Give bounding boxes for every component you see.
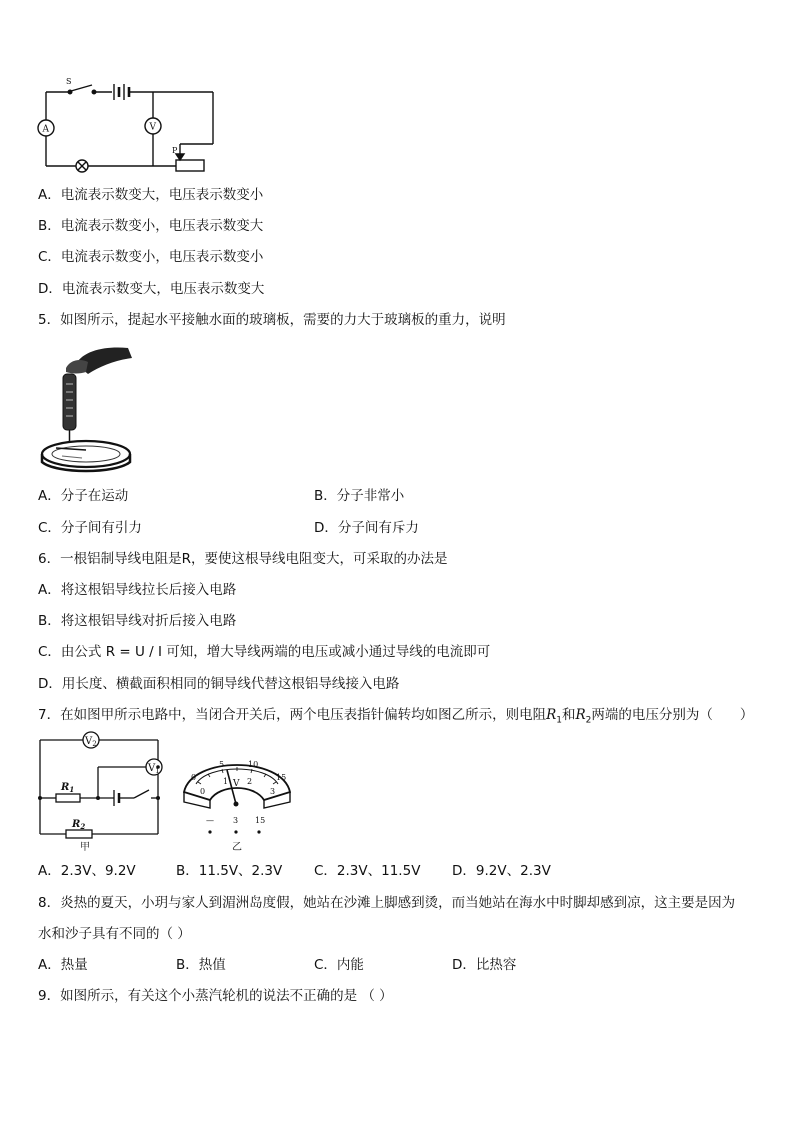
q7-r1-sub: 1 — [556, 715, 562, 726]
r1-label: R — [61, 782, 70, 793]
dial-top-tick-3: 15 — [276, 773, 287, 782]
q4-option-b: B．电流表示数变小，电压表示数变大 — [38, 218, 264, 234]
terminal-15: 15 — [255, 816, 266, 825]
dial-bottom-tick-0: 0 — [200, 787, 206, 796]
dial-bottom-tick-3: 3 — [270, 787, 276, 796]
switch-label: S — [66, 77, 72, 86]
voltmeter-dial-yi — [178, 750, 296, 854]
q5-stem: 5．如图所示，提起水平接触水面的玻璃板，需要的力大于玻璃板的重力，说明 — [38, 312, 506, 328]
q7-option-a: A．2.3V、9.2V — [38, 863, 136, 879]
q7-option-d: D．9.2V、2.3V — [452, 863, 551, 879]
ammeter-label: A — [42, 124, 49, 135]
terminal-negative: — — [206, 816, 214, 825]
q7-mid: 和 — [562, 707, 576, 723]
r2-sub: 2 — [80, 822, 86, 831]
q8-stem-line1: 8．炎热的夏天，小玥与家人到湄洲岛度假，她站在沙滩上脚感到烫，而当她站在海水中时脚却感到凉，这主要是因为 — [38, 895, 736, 911]
q5-option-c: C．分子间有引力 — [38, 520, 142, 536]
terminal-3: 3 — [233, 816, 239, 825]
v2-label: V — [85, 736, 93, 747]
q6-option-d: D．用长度、横截面积相同的铜导线代替这根铝导线接入电路 — [38, 676, 400, 692]
q4-option-c: C．电流表示数变小，电压表示数变小 — [38, 249, 264, 265]
circuit-diagram-q4 — [30, 76, 230, 176]
q4-option-d: D．电流表示数变大，电压表示数变大 — [38, 281, 265, 297]
caption-yi: 乙 — [232, 842, 242, 853]
q8-option-c: C．内能 — [314, 957, 364, 973]
svg-text:V2 — [84, 736, 97, 748]
q7-stem-pre: 7．在如图甲所示电路中，当闭合开关后，两个电压表指针偏转均如图乙所示，则电阻 — [38, 707, 547, 723]
dial-bottom-tick-2: 2 — [247, 777, 253, 786]
dial-unit: V — [233, 779, 240, 789]
circuit-diagram-jia — [34, 730, 164, 854]
r2-label: R — [72, 819, 81, 830]
q8-option-a: A．热量 — [38, 957, 88, 973]
q9-stem: 9．如图所示，有关这个小蒸汽轮机的说法不正确的是 （ ） — [38, 988, 393, 1004]
glass-plate-water-figure — [36, 344, 138, 476]
q5-option-d: D．分子间有斥力 — [314, 520, 419, 536]
q7-option-c: C．2.3V、11.5V — [314, 863, 421, 879]
q6-option-a: A．将这根铝导线拉长后接入电路 — [38, 582, 237, 598]
q7-option-b: B．11.5V、2.3V — [176, 863, 283, 879]
slider-label: P — [172, 146, 178, 155]
q5-option-a: A．分子在运动 — [38, 488, 129, 504]
caption-jia: 甲 — [80, 842, 90, 853]
q7-r1: R — [546, 707, 557, 723]
q4-option-a: A．电流表示数变大，电压表示数变小 — [38, 187, 264, 203]
svg-text:R1 — [60, 782, 74, 794]
q7-stem — [38, 706, 753, 730]
svg-text:R2 — [71, 819, 85, 831]
v2-sub: 2 — [92, 740, 97, 748]
q7-r2-sub: 2 — [585, 715, 592, 726]
dial-bottom-tick-1: 1 — [223, 777, 229, 786]
q7-stem-post: 两端的电压分别为（ ） — [591, 707, 754, 723]
q6-option-c: C．由公式 R = U / I 可知，增大导线两端的电压或减小通过导线的电流即可 — [38, 644, 491, 660]
voltmeter-label: V — [149, 122, 156, 133]
dial-top-tick-2: 10 — [248, 760, 259, 769]
q6-stem: 6．一根铝制导线电阻是R，要使这根导线电阻变大，可采取的办法是 — [38, 551, 448, 567]
r1-sub: 1 — [69, 785, 75, 794]
dial-top-tick-0: 0 — [191, 773, 197, 782]
q8-option-b: B．热值 — [176, 957, 226, 973]
q5-option-b: B．分子非常小 — [314, 488, 405, 504]
v1-label: V — [148, 763, 156, 774]
v1-sub: 1 — [155, 767, 160, 775]
dial-top-tick-1: 5 — [219, 760, 225, 769]
q8-stem-line2: 水和沙子具有不同的（ ） — [38, 926, 191, 942]
q8-option-d: D．比热容 — [452, 957, 517, 973]
q6-option-b: B．将这根铝导线对折后接入电路 — [38, 613, 237, 629]
q7-r2: R — [575, 707, 586, 723]
